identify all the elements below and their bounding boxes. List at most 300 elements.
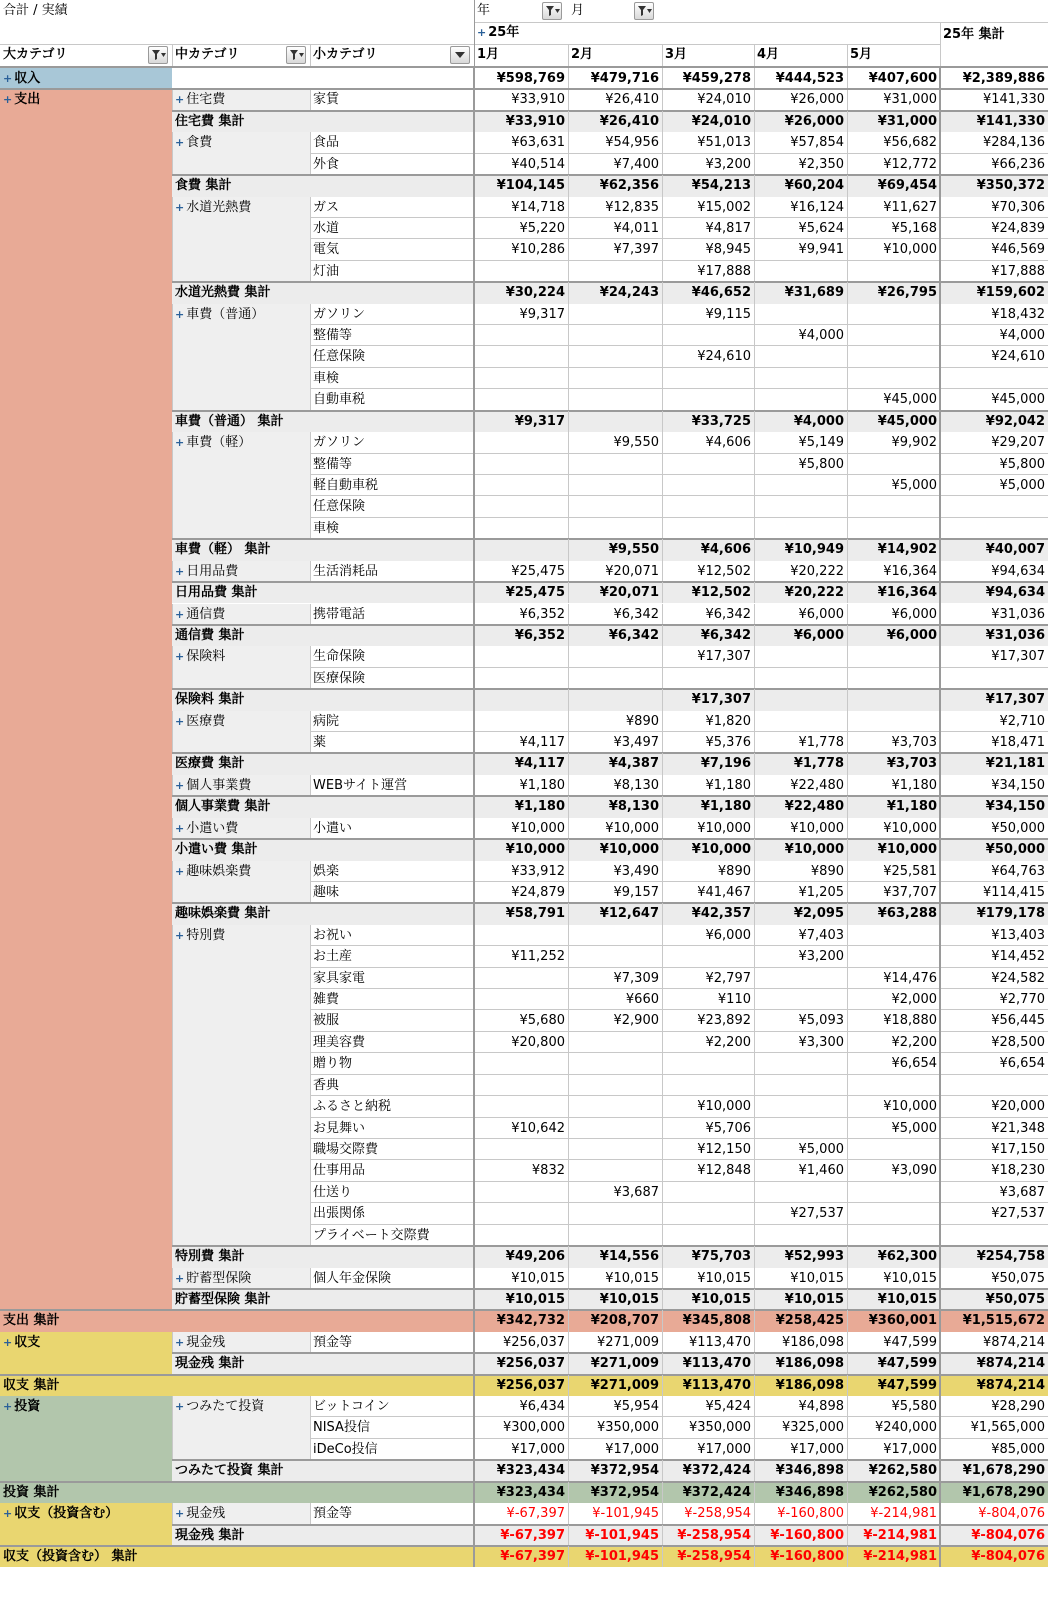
mid-category-cell[interactable] [172,646,310,667]
grid-line [847,154,848,175]
grid-line [172,304,173,411]
grid-line [568,239,569,260]
grid-line [662,154,663,175]
month-value: ¥26,000 [790,92,844,108]
grid-line [662,925,663,946]
mid-category-cell[interactable] [172,561,310,582]
expand-toggle-icon[interactable]: + [175,436,185,450]
month-value: ¥6,000 [891,606,937,622]
month-value: ¥17,000 [605,1441,659,1457]
year-value-header[interactable] [474,22,940,44]
month-value: ¥11,627 [883,199,937,215]
month-value: ¥12,502 [691,585,751,601]
column-separator [473,68,475,1567]
month-value [847,925,940,946]
month-value [474,454,568,475]
mid-category-cell[interactable] [172,1503,310,1524]
month-value [754,689,847,710]
month-value: ¥20,222 [784,585,844,601]
mid-category-cell[interactable] [172,1332,310,1353]
grid-line [568,689,569,710]
month-value: ¥7,196 [700,756,751,772]
month-value: ¥12,772 [883,156,937,172]
month-value: ¥25,475 [505,585,565,601]
row-total-value: ¥46,569 [991,242,1045,258]
month-value: ¥12,647 [599,906,659,922]
grid-line [847,1289,848,1310]
month-value [847,325,940,346]
month-value: ¥323,434 [496,1484,565,1500]
month-value: ¥10,015 [511,1270,565,1286]
grid-line [662,1525,663,1546]
grid-line [568,775,569,796]
row-total-value [940,368,1048,389]
large-category-cell[interactable] [0,1503,172,1524]
month-value: ¥37,707 [883,884,937,900]
small-category-cell: WEBサイト運営 [313,777,408,793]
grid-line [568,1096,569,1117]
month-value: ¥8,945 [705,242,751,258]
grid-line [662,818,663,839]
month-value [847,1139,940,1160]
large-category-filter-button[interactable] [148,46,168,64]
grid-line [847,261,848,282]
month-value [847,668,940,689]
expand-toggle-icon[interactable]: + [3,93,13,107]
row-total-value: ¥17,150 [991,1142,1045,1157]
grid-line [662,1439,663,1460]
month-value [662,325,754,346]
expand-toggle-icon[interactable]: + [175,1335,185,1349]
expand-toggle-icon[interactable]: + [175,714,185,728]
grid-line [754,1353,755,1374]
grid-line [847,711,848,732]
grid-line [754,132,755,153]
row-total-value: ¥17,307 [985,692,1045,708]
month-value: ¥5,168 [891,220,937,236]
mid-category-cell[interactable] [172,304,310,325]
month-value: ¥57,854 [790,135,844,151]
subtotal-label: つみたて投資 集計 [175,1463,284,1479]
subtotal-label: 車費（普通） 集計 [175,413,284,429]
month-value: ¥33,912 [511,863,565,879]
row-total-value [940,1225,1048,1246]
expand-toggle-icon[interactable]: + [3,1335,13,1349]
month-value: ¥186,098 [775,1377,844,1393]
mid-category-cell[interactable] [172,925,310,946]
month-value [474,518,568,539]
month-value [568,1032,662,1053]
month-value: ¥30,224 [505,285,565,301]
month-value: ¥11,252 [511,949,565,965]
mid-category-cell[interactable] [172,1268,310,1289]
small-category-cell: 香典 [313,1077,340,1093]
month-value [474,432,568,453]
month-value [568,325,662,346]
grid-line [568,1525,569,1546]
small-category-cell: 出張関係 [313,1206,366,1222]
grid-line [662,689,663,710]
row-total-value: ¥254,758 [976,1249,1045,1265]
small-category-cell: 任意保険 [313,499,366,515]
grid-line [847,818,848,839]
month-value: ¥459,278 [682,71,751,86]
month-value: ¥10,000 [883,820,937,836]
grid-line [568,925,569,946]
grid-line [847,68,848,89]
grid-line [847,1396,848,1417]
mid-category-cell[interactable] [172,432,310,453]
month-value: ¥62,300 [877,1249,937,1265]
month-value: ¥5,800 [798,456,844,472]
month-value: ¥444,523 [775,71,844,86]
grid-line [847,1075,848,1096]
row-total-value: ¥3,687 [999,1184,1045,1200]
month-value: ¥8,130 [613,777,659,793]
grid-line [172,197,173,283]
month-value: ¥10,015 [883,1270,937,1286]
small-category-cell: 自動車税 [313,392,366,408]
expand-toggle-icon[interactable]: + [175,928,185,942]
grid-line [847,454,848,475]
grid-line [662,1396,663,1417]
month-value [754,1096,847,1117]
expand-toggle-icon[interactable]: + [175,136,185,150]
grid-line [172,89,173,110]
small-category-cell: 理美容費 [313,1034,366,1050]
month-value: ¥9,550 [608,542,659,558]
month-value: ¥6,000 [793,627,844,643]
expand-toggle-icon[interactable]: + [175,1271,185,1285]
year-total-header: 25年 集計 [943,27,1005,42]
small-category-cell: 被服 [313,1013,340,1029]
small-category-cell: 預金等 [313,1506,353,1522]
month-value [847,261,940,282]
grid-line [754,925,755,946]
mid-category-cell[interactable] [172,775,310,796]
grid-line [568,732,569,753]
month-value: ¥256,037 [496,1356,565,1372]
mid-category-cell[interactable] [172,861,310,882]
row-total-value: ¥24,610 [991,349,1045,365]
mid-category-label: つみたて投資 [186,1399,265,1415]
grid-line [662,496,663,517]
small-category-cell: 仕送り [313,1184,353,1200]
month-value [847,646,940,667]
grid-line [568,325,569,346]
subtotal-label: 食費 集計 [175,178,232,194]
row-total-value: ¥5,800 [999,456,1045,472]
grid-line [754,1460,755,1481]
grid-line [662,753,663,774]
month-value: ¥26,795 [877,285,937,301]
month-value [568,925,662,946]
month-value: ¥271,009 [596,1334,659,1350]
month-value: ¥52,993 [784,1249,844,1265]
month-value: ¥240,000 [874,1420,937,1436]
mid-category-label: 個人事業費 [186,777,252,793]
large-category-label: 収支 [14,1334,41,1350]
expand-toggle-icon[interactable]: + [175,650,185,664]
month-value: ¥-101,945 [592,1506,659,1522]
month-value: ¥300,000 [502,1420,565,1436]
grid-line [662,1118,663,1139]
small-category-cell: ふるさと納税 [313,1099,392,1115]
month-value [474,711,568,732]
month-value [474,325,568,346]
grid-line [847,689,848,710]
grid-line [754,1010,755,1031]
month-value: ¥18,880 [883,1013,937,1029]
small-category-cell: 任意保険 [313,349,366,365]
expand-toggle-icon[interactable]: + [175,864,185,878]
grid-line [754,1182,755,1203]
mid-category-cell[interactable] [172,89,310,110]
month-value: ¥10,000 [599,842,659,858]
grid-line [568,1396,569,1417]
small-category-dropdown-button[interactable] [450,46,470,64]
month-value [474,1225,568,1246]
subtotal-label: 現金残 集計 [175,1356,245,1372]
row-total-value: ¥70,306 [991,199,1045,215]
grid-line [754,625,755,646]
grid-line [172,432,173,539]
month-value: ¥8,130 [608,799,659,815]
month-value: ¥6,000 [705,927,751,943]
row-total-value: ¥31,036 [991,606,1045,622]
month-value: ¥-214,981 [863,1527,937,1543]
month-value: ¥33,725 [691,413,751,429]
month-value [474,1075,568,1096]
mid-category-label: 貯蓄型保険 [186,1270,252,1286]
month-value: ¥342,732 [496,1313,565,1329]
month-filter-button[interactable] [634,2,654,20]
month-value [754,389,847,410]
grid-line [662,454,663,475]
month-value: ¥20,800 [511,1034,565,1050]
total-label: 収支 集計 [3,1377,60,1393]
month-value: ¥346,898 [775,1463,844,1479]
large-category-label: 収支（投資含む） [14,1506,119,1522]
mid-category-cell[interactable] [172,711,310,732]
expand-toggle-icon[interactable]: + [175,200,185,214]
grid-line [847,1203,848,1224]
month-value: ¥42,357 [691,906,751,922]
grid-line [662,946,663,967]
small-category-cell: 食品 [313,135,340,151]
month-value: ¥23,892 [697,1013,751,1029]
month-value: ¥20,071 [599,585,659,601]
grid-line [662,1310,663,1331]
grid-line [568,711,569,732]
month-value [474,968,568,989]
row-total-value: ¥6,654 [999,1056,1045,1072]
grid-line [568,1075,569,1096]
year-filter-button[interactable] [542,2,562,20]
grid-line [662,282,663,303]
month-value [662,454,754,475]
month-value [754,989,847,1010]
mid-category-cell[interactable] [172,132,310,153]
month-value [754,261,847,282]
mid-category-cell[interactable] [172,604,310,625]
month-value: ¥10,015 [784,1291,844,1307]
grid-line [662,389,663,410]
mid-category-cell[interactable] [172,818,310,839]
expand-toggle-icon[interactable]: + [175,307,185,321]
grid-line [662,989,663,1010]
month-value: ¥5,376 [705,735,751,751]
month-value: ¥62,356 [599,178,659,194]
mid-category-cell[interactable] [172,1396,310,1417]
month-value [754,1182,847,1203]
small-category-cell: 生命保険 [313,649,366,665]
row-total-value: ¥45,000 [991,392,1045,408]
grid-line [662,903,663,924]
month-value [568,689,662,710]
grid-line [754,89,755,110]
grid-line [847,539,848,560]
mid-category-filter-button[interactable] [286,46,306,64]
month-value: ¥60,204 [784,178,844,194]
expand-toggle-icon[interactable]: + [175,564,185,578]
month-value [474,539,568,560]
grid-line [847,989,848,1010]
month-value: ¥5,706 [705,1120,751,1136]
small-category-cell: 家具家電 [313,970,366,986]
month-value: ¥12,502 [697,563,751,579]
month-value: ¥10,642 [511,1120,565,1136]
row-total-value: ¥-804,076 [978,1506,1045,1522]
grid-line [662,1053,663,1074]
subtotal-label: 住宅費 集計 [175,113,245,129]
row-total-value: ¥21,181 [985,756,1045,772]
grid-line [847,111,848,132]
month-value [754,518,847,539]
expand-toggle-icon[interactable]: + [175,778,185,792]
grid-line [662,582,663,603]
large-category-cell[interactable] [0,68,172,89]
grid-line [568,989,569,1010]
grid-line [847,925,848,946]
grid-line [847,518,848,539]
month-value [754,346,847,367]
grid-line [568,1118,569,1139]
grid-line [568,1417,569,1438]
month-value: ¥45,000 [877,413,937,429]
row-total-value: ¥21,348 [991,1120,1045,1136]
grid-line [754,689,755,710]
grid-line [847,882,848,903]
month-value: ¥49,206 [505,1249,565,1265]
month-value: ¥10,015 [605,1270,659,1286]
grid-line [847,239,848,260]
grid-line [568,946,569,967]
month-value: ¥22,480 [784,799,844,815]
small-category-cell: iDeCo投信 [313,1441,378,1457]
row-total-value: ¥64,763 [991,863,1045,879]
expand-toggle-icon[interactable]: + [3,1400,13,1414]
mid-category-cell[interactable] [172,197,310,218]
small-category-cell: 車検 [313,370,340,386]
large-category-cell[interactable] [0,89,172,110]
large-category-label: 収入 [14,71,41,86]
month-value: ¥58,791 [505,906,565,922]
grid-line [754,346,755,367]
grid-line [754,1246,755,1267]
grid-line [754,646,755,667]
row-total-value: ¥-804,076 [971,1527,1045,1543]
grid-line [568,668,569,689]
month-value: ¥6,342 [613,606,659,622]
month-value [662,496,754,517]
expand-toggle-icon[interactable]: + [3,72,13,85]
grid-line [662,1075,663,1096]
month-value: ¥10,000 [605,820,659,836]
month-value: ¥12,848 [697,1163,751,1179]
col-header-large-category: 大カテゴリ [3,47,68,62]
month-value [474,989,568,1010]
grid-line [847,1482,848,1503]
small-category-cell: ガソリン [313,306,366,322]
grid-line [847,1096,848,1117]
grid-line [662,1332,663,1353]
mid-category-label: 日用品費 [186,563,239,579]
month-value: ¥26,410 [605,92,659,108]
large-category-cell[interactable] [0,1396,172,1417]
large-category-cell[interactable] [0,1332,172,1353]
month-value [568,454,662,475]
filter-icon [289,49,305,62]
month-value [847,1225,940,1246]
month-value: ¥17,307 [691,692,751,708]
subtotal-label: 現金残 集計 [175,1527,245,1543]
grid-line [847,1182,848,1203]
month-value: ¥10,000 [511,820,565,836]
grid-line [568,604,569,625]
expand-toggle-icon[interactable]: + [175,607,185,621]
month-field-label: 月 [571,3,585,18]
month-value: ¥51,013 [697,135,751,151]
month-value [568,411,662,432]
small-category-cell: 整備等 [313,456,353,472]
expand-toggle-icon[interactable]: + [175,1507,185,1521]
grid-line [568,346,569,367]
month-value: ¥372,424 [682,1484,751,1500]
expand-toggle-icon[interactable]: + [175,1400,185,1414]
month-value: ¥271,009 [590,1356,659,1372]
mid-category-label: 医療費 [186,713,226,729]
expand-toggle-icon[interactable]: + [3,1507,13,1521]
expand-toggle-icon[interactable]: + [477,26,487,39]
grid-line [568,1203,569,1224]
mid-category-label: 住宅費 [186,92,226,108]
grid-line [662,111,663,132]
month-value [754,1118,847,1139]
grid-line [568,518,569,539]
expand-toggle-icon[interactable]: + [175,821,185,835]
subtotal-label: 趣味娯楽費 集計 [175,906,271,922]
month-value: ¥5,424 [705,1399,751,1415]
row-total-value: ¥874,214 [982,1334,1045,1350]
small-category-cell: 仕事用品 [313,1163,366,1179]
month-value: ¥16,364 [877,585,937,601]
month-value: ¥-160,800 [770,1527,844,1543]
month-value: ¥-258,954 [684,1506,751,1522]
expand-toggle-icon[interactable]: + [175,93,185,107]
grid-line [662,646,663,667]
grid-line [662,1460,663,1481]
